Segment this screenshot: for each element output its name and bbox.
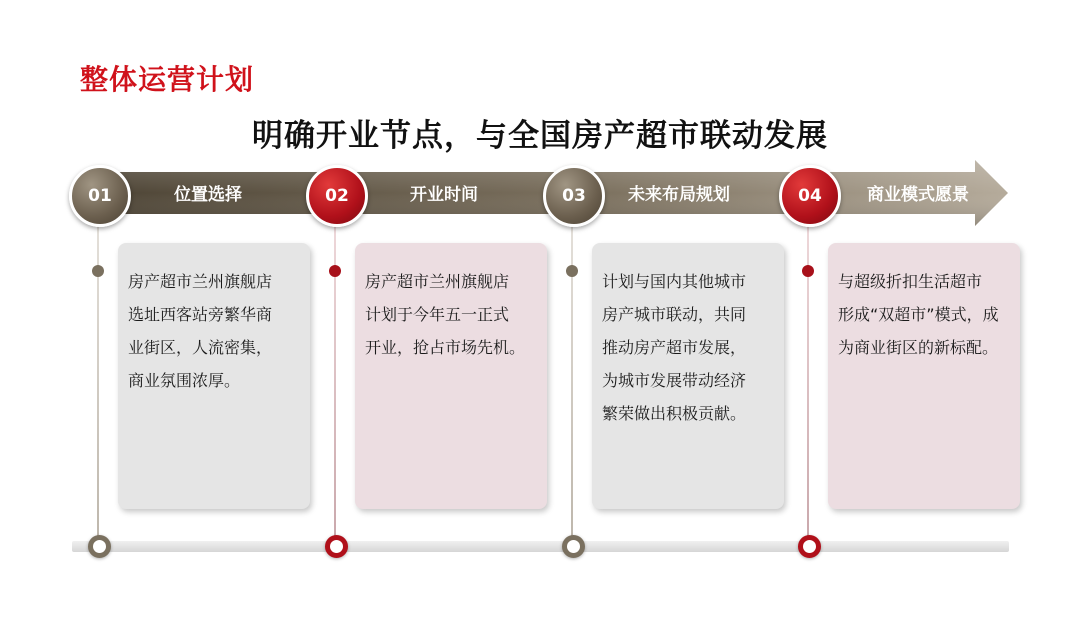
- step-1-marker-dot: [92, 265, 104, 277]
- step-4-number-badge: 04: [779, 165, 841, 227]
- timeline-baseline: [72, 541, 1009, 552]
- step-1-description: 房产超市兰州旗舰店 选址西客站旁繁华商 业街区，人流密集， 商业氛围浓厚。: [128, 272, 273, 390]
- step-2-label: 开业时间: [410, 185, 478, 205]
- section-title: 整体运营计划: [80, 63, 255, 96]
- step-3-marker-dot: [566, 265, 578, 277]
- step-3-number-badge: 03: [543, 165, 605, 227]
- page-headline: 明确开业节点，与全国房产超市联动发展: [252, 118, 828, 154]
- step-1-baseline-node: [88, 535, 111, 558]
- step-3-label: 未来布局规划: [628, 185, 730, 205]
- step-1-number-badge: 01: [69, 165, 131, 227]
- step-4-label: 商业模式愿景: [867, 185, 969, 205]
- step-4-marker-dot: [802, 265, 814, 277]
- step-2-baseline-node: [325, 535, 348, 558]
- step-2-description: 房产超市兰州旗舰店 计划于今年五一正式 开业，抢占市场先机。: [365, 272, 526, 357]
- step-3-baseline-node: [562, 535, 585, 558]
- step-1-label: 位置选择: [174, 185, 242, 205]
- step-4-baseline-node: [798, 535, 821, 558]
- step-3-description: 计划与国内其他城市 房产城市联动，共同 推动房产超市发展， 为城市发展带动经济 繁荣做出积极贡献。: [602, 272, 747, 423]
- step-2-number-badge: 02: [306, 165, 368, 227]
- step-4-description: 与超级折扣生活超市 形成“双超市”模式，成 为商业街区的新标配。: [838, 272, 999, 357]
- step-2-marker-dot: [329, 265, 341, 277]
